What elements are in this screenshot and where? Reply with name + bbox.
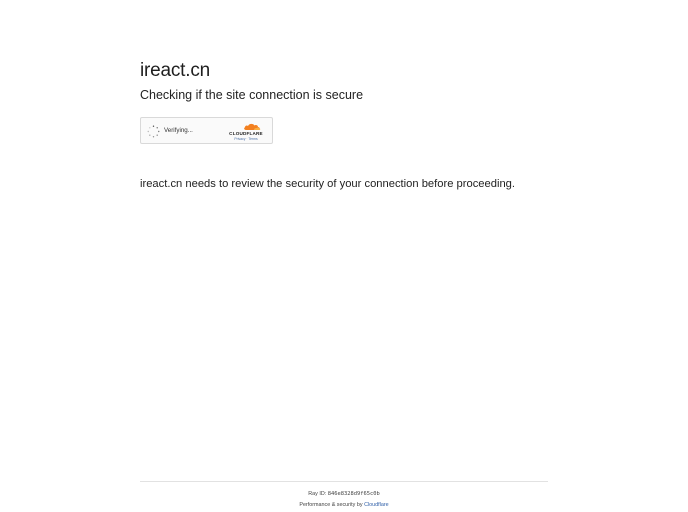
ray-id-value: 846e8328d9f65c0b	[327, 491, 380, 497]
loading-spinner-icon	[147, 125, 160, 138]
link-separator: ·	[246, 137, 248, 141]
cloudflare-wordmark: CLOUDFLARE	[229, 131, 263, 136]
security-notice: ireact.cn needs to review the security of your connection before proceeding.	[140, 178, 515, 190]
ray-id	[140, 490, 548, 498]
footer	[140, 481, 548, 509]
cloudflare-brand	[227, 122, 265, 142]
privacy-link[interactable]: Privacy	[234, 137, 246, 141]
terms-link[interactable]: Terms	[248, 137, 258, 141]
page-subtitle: Checking if the site connection is secure	[140, 88, 364, 102]
widget-links	[227, 137, 265, 141]
cloudflare-cloud-icon	[243, 122, 261, 131]
main-content	[140, 60, 560, 203]
performance-credit-text: Performance & security by	[299, 502, 363, 508]
performance-credit	[140, 501, 548, 509]
turnstile-widget[interactable]	[140, 117, 273, 144]
ray-id-label: Ray ID:	[308, 491, 327, 497]
verifying-status: Verifying...	[164, 127, 193, 134]
cloudflare-link[interactable]: Cloudflare	[364, 502, 389, 508]
page-title: ireact.cn	[140, 60, 211, 81]
